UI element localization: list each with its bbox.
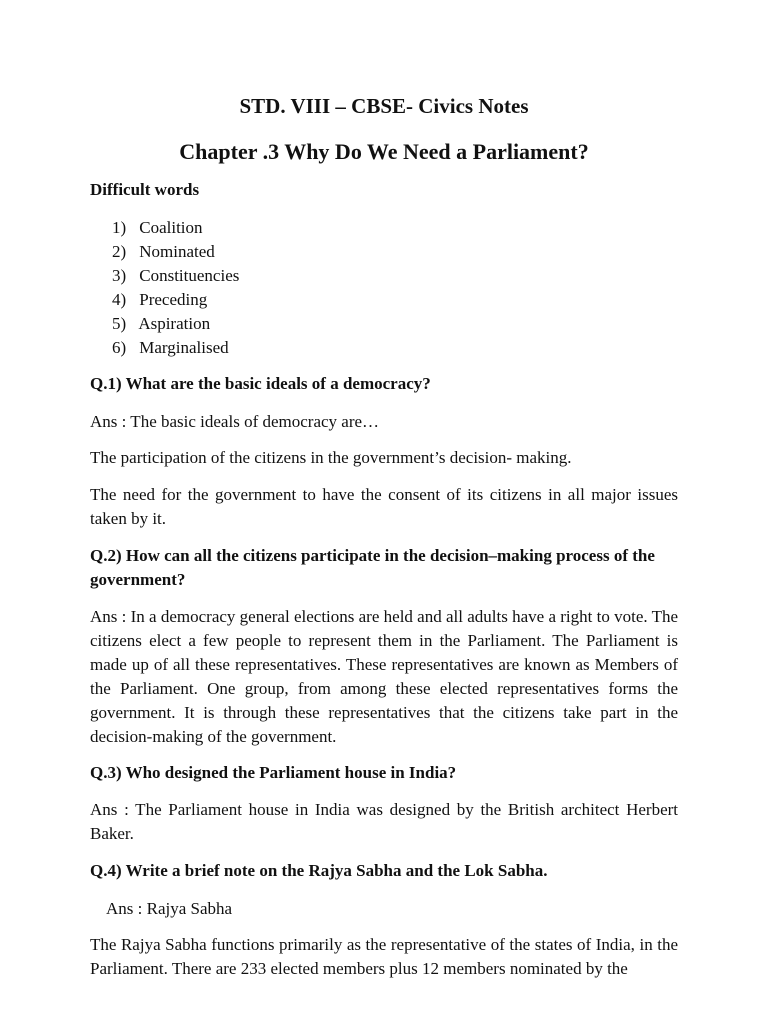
- answer-4-intro: Ans : Rajya Sabha: [106, 899, 233, 918]
- document-title: STD. VIII – CBSE- Civics Notes: [239, 94, 529, 118]
- answer-1-point-1: The participation of the citizens in the government’s decision- making.: [90, 448, 572, 467]
- chapter-title: Chapter .3 Why Do We Need a Parliament?: [179, 139, 589, 164]
- question-1: Q.1) What are the basic ideals of a democracy?: [90, 374, 431, 393]
- question-3: Q.3) Who designed the Parliament house in India?: [90, 763, 457, 782]
- answer-1-point-2: The need for the government to have the consent of its citizens in all major issues taken by it.: [90, 485, 678, 528]
- list-item: 4) Preceding: [112, 290, 208, 309]
- list-item: 6) Marginalised: [112, 338, 229, 357]
- question-4: Q.4) Write a brief note on the Rajya Sabha and the Lok Sabha.: [90, 861, 548, 880]
- answer-2: Ans : In a democracy general elections are held and all adults have a right to vote. The citizens elect a few people to represent them in the Parliament. The Parliament is made up of all these representatives. These representatives are known as Members of the Parliament. One group, from among these elected representatives forms the government. It is through these representatives that the citizens take part in the decision-making of the government.: [90, 607, 678, 746]
- answer-1-intro: Ans : The basic ideals of democracy are…: [90, 412, 380, 431]
- difficult-words-list: [112, 216, 239, 360]
- answer-3: Ans : The Parliament house in India was designed by the British architect Herbert Baker.: [90, 800, 678, 843]
- list-item: 1) Coalition: [112, 218, 203, 237]
- question-2: Q.2) How can all the citizens participate in the decision–making process of the government?: [90, 546, 655, 589]
- difficult-words-heading: Difficult words: [90, 180, 200, 199]
- list-item: 3) Constituencies: [112, 266, 240, 285]
- list-item: 2) Nominated: [112, 242, 215, 261]
- answer-4-text: The Rajya Sabha functions primarily as the representative of the states of India, in the Parliament. There are 233 elected members plus 12 members nominated by the: [90, 935, 678, 978]
- list-item: 5) Aspiration: [112, 314, 211, 333]
